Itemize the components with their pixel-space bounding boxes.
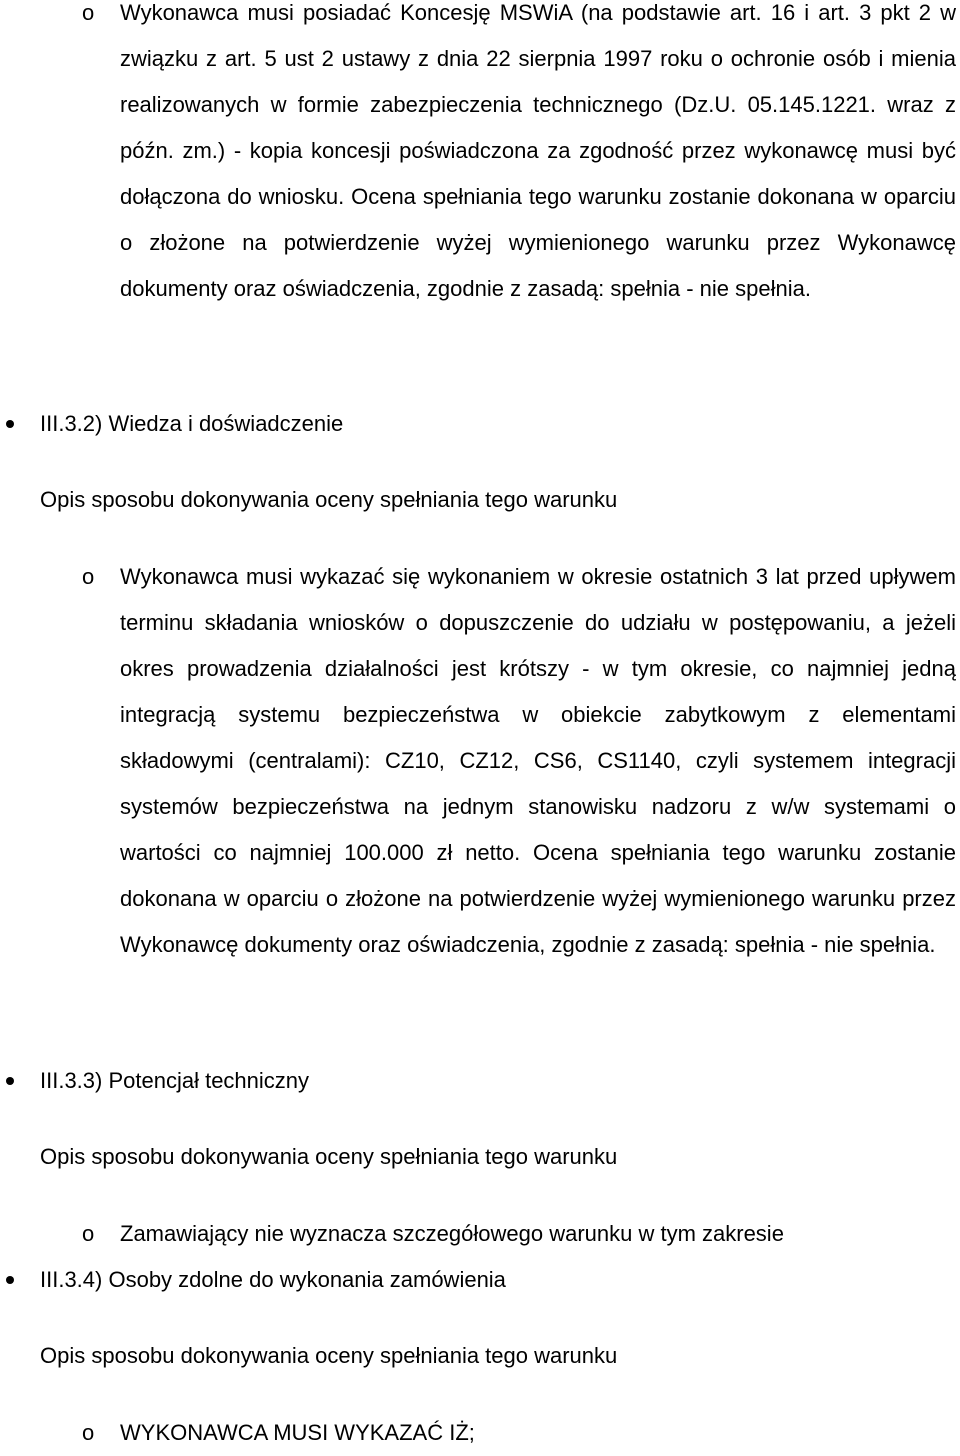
bullet-icon [6, 420, 14, 428]
sub-item-marker: o [82, 1420, 95, 1445]
sub-item-persons-text: WYKONAWCA MUSI WYKAZAĆ IŻ; [120, 1420, 475, 1445]
section-heading-persons [0, 1260, 960, 1300]
section-desc-persons: Opis sposobu dokonywania oceny spełniania tego warunku [40, 1343, 618, 1368]
sub-item-experience-text: Wykonawca musi wykazać się wykonaniem w okresie ostatnich 3 lat przed upływem terminu składania wniosków o dopuszczenie do udziału w postępowaniu, a jeżeli okres prowadzenia działalności jest krótszy - w tym okresie, co najmniej jedną integracją systemu bezpieczeństwa w obiekcie zabytkowym z elementami składowymi (centralami): CZ10, CZ12, CS6, CS1140, czyli systemem integracji systemów bezpieczeństwa na jednym stanowisku nadzoru z w/w systemami o wartości co najmniej 100.000 zł netto. Ocena spełniania tego warunku zostanie dokonana w oparciu o złożone na potwierdzenie wyżej wymienionego warunku przez Wykonawcę dokumenty oraz oświadczenia, zgodnie z zasadą: spełnia - nie spełnia. [120, 564, 956, 957]
sub-item-marker: o [82, 0, 95, 25]
section-desc-knowledge: Opis sposobu dokonywania oceny spełniania tego warunku [40, 487, 618, 512]
sub-item-technical-text: Zamawiający nie wyznacza szczegółowego warunku w tym zakresie [120, 1221, 784, 1246]
sub-item-marker: o [82, 564, 95, 589]
section-heading-knowledge-text: III.3.2) Wiedza i doświadczenie [40, 411, 344, 436]
section-heading-knowledge [0, 404, 960, 444]
section-heading-technical [0, 1061, 960, 1101]
bullet-icon [6, 1077, 14, 1085]
section-desc-technical: Opis sposobu dokonywania oceny spełniania tego warunku [40, 1144, 618, 1169]
sub-item-concession-text: Wykonawca musi posiadać Koncesję MSWiA (na podstawie art. 16 i art. 3 pkt 2 w związku z art. 5 ust 2 ustawy z dnia 22 sierpnia 1997 roku o ochronie osób i mienia realizowanych w formie zabezpieczenia technicznego (Dz.U. 05.145.1221. wraz z późn. zm.) - kopia koncesji poświadczona za zgodność przez wykonawcę musi być dołączona do wniosku. Ocena spełniania tego warunku zostanie dokonana w oparciu o złożone na potwierdzenie wyżej wymienionego warunku przez Wykonawcę dokumenty oraz oświadczenia, zgodnie z zasadą: spełnia - nie spełnia. [120, 0, 956, 301]
bullet-icon [6, 1276, 14, 1284]
section-heading-technical-text: III.3.3) Potencjał techniczny [40, 1068, 310, 1093]
sub-item-marker: o [82, 1221, 95, 1246]
section-heading-persons-text: III.3.4) Osoby zdolne do wykonania zamówienia [40, 1267, 506, 1292]
